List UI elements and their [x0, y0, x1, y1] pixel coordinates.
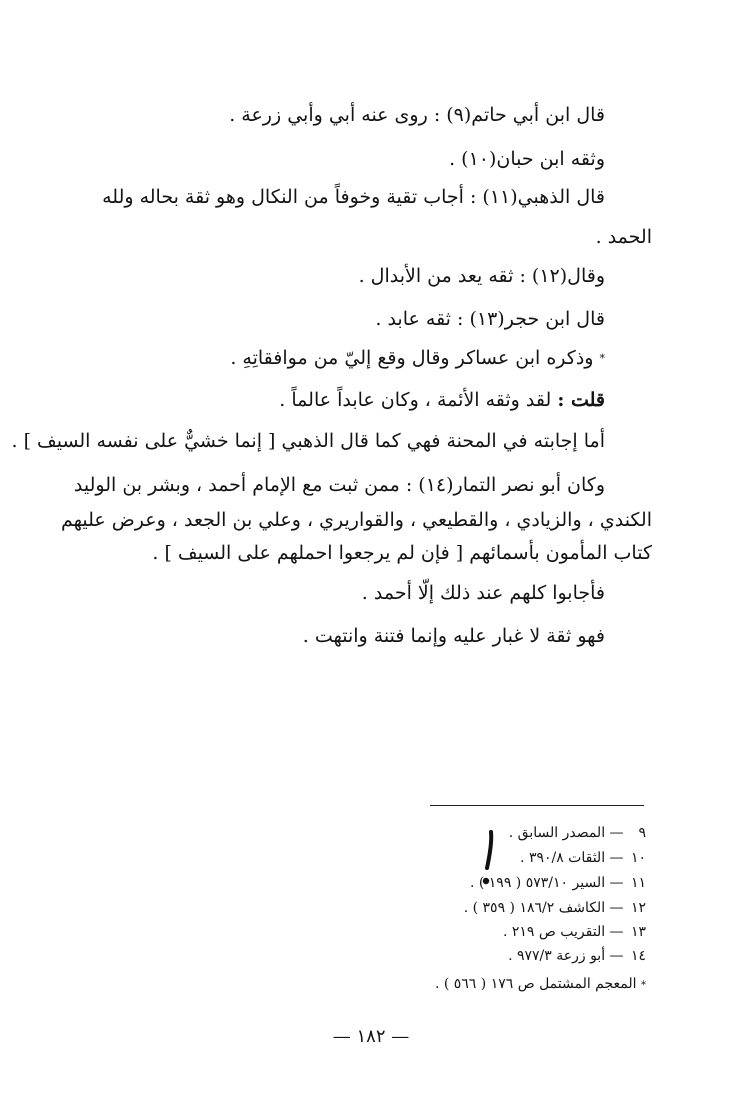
footnote-text: السير ٥٧٣/١٠ ( ١٩٩ ) .	[469, 875, 606, 891]
text-line-10: الكندي ، والزيادي ، والقطيعي ، والقواريري ، وعلي بن الجعد ، وعرض عليهم	[61, 509, 652, 531]
text-line-8: أما إجابته في المحنة فهي كما قال الذهبي [ إنما خشيٌّ على نفسه السيف ] .	[11, 430, 605, 452]
text-line-1: قال ابن أبي حاتم(٩) : روى عنه أبي وأبي زرعة .	[229, 104, 605, 126]
text-line-6-content: وذكره ابن عساكر وقال وقع إليّ من موافقاتِهِ .	[230, 347, 594, 369]
footnote-dash: —	[609, 924, 624, 940]
footnote-dash: —	[609, 948, 624, 964]
footnote-rule	[430, 805, 644, 806]
footnote-14	[508, 946, 646, 966]
footnote-dash: —	[609, 900, 624, 916]
footnote-dash: —	[609, 875, 624, 891]
footnote-number: ١٢	[630, 900, 646, 916]
text-line-13: فهو ثقة لا غبار عليه وإنما فتنة وانتهت .	[302, 625, 605, 647]
text-line-7-content: لقد وثقه الأئمة ، وكان عابداً عالماً .	[279, 389, 552, 411]
text-line-12: فأجابوا كلهم عند ذلك إلّا أحمد .	[361, 582, 605, 604]
text-line-7	[279, 387, 605, 413]
page-number: — ١٨٢ —	[332, 1026, 410, 1047]
text-line-3: قال الذهبي(١١) : أجاب تقية وخوفاً من النكال وهو ثقة بحاله ولله	[102, 186, 605, 208]
footnote-number: ١٤	[630, 948, 646, 964]
footnote-star-marker: *	[641, 980, 646, 991]
footnote-number: ١٣	[630, 924, 646, 940]
text-line-5: قال ابن حجر(١٣) : ثقه عابد .	[375, 308, 605, 330]
text-line-3-cont: الحمد .	[595, 226, 652, 248]
text-line-4: وقال(١٢) : ثقه يعد من الأبدال .	[358, 265, 605, 287]
footnote-number: ١١	[630, 875, 646, 891]
footnote-text: أبو زرعة ٩٧٧/٣ .	[508, 948, 606, 964]
footnote-text: المعجم المشتمل ص ١٧٦ ( ٥٦٦ ) .	[434, 976, 637, 992]
footnote-text: المصدر السابق .	[508, 825, 606, 841]
footnote-dash: —	[609, 825, 624, 841]
text-line-11: كتاب المأمون بأسمائهم [ فإن لم يرجعوا احملهم على السيف ] .	[152, 542, 652, 564]
footnote-number: ١٠	[630, 850, 646, 866]
footnote-text: التقريب ص ٢١٩ .	[502, 924, 606, 940]
footnote-10	[520, 848, 646, 868]
star-marker: *	[599, 352, 605, 365]
text-line-6	[230, 345, 605, 372]
footnote-dash: —	[609, 850, 624, 866]
text-line-2: وثقه ابن حبان(١٠) .	[449, 148, 605, 170]
text-line-9: وكان أبو نصر التمار(١٤) : ممن ثبت مع الإمام أحمد ، وبشر بن الوليد	[73, 474, 605, 496]
footnote-13	[503, 922, 646, 942]
footnote-12	[464, 898, 646, 918]
footnote-text: الثقات ٣٩٠/٨ .	[520, 850, 606, 866]
footnote-star	[435, 974, 646, 996]
qult-label: قلت :	[557, 389, 605, 411]
footnote-11	[470, 873, 646, 893]
footnote-number: ٩	[638, 825, 646, 841]
footnote-9	[509, 823, 646, 843]
footnote-text: الكاشف ١٨٦/٢ ( ٣٥٩ ) .	[463, 900, 606, 916]
